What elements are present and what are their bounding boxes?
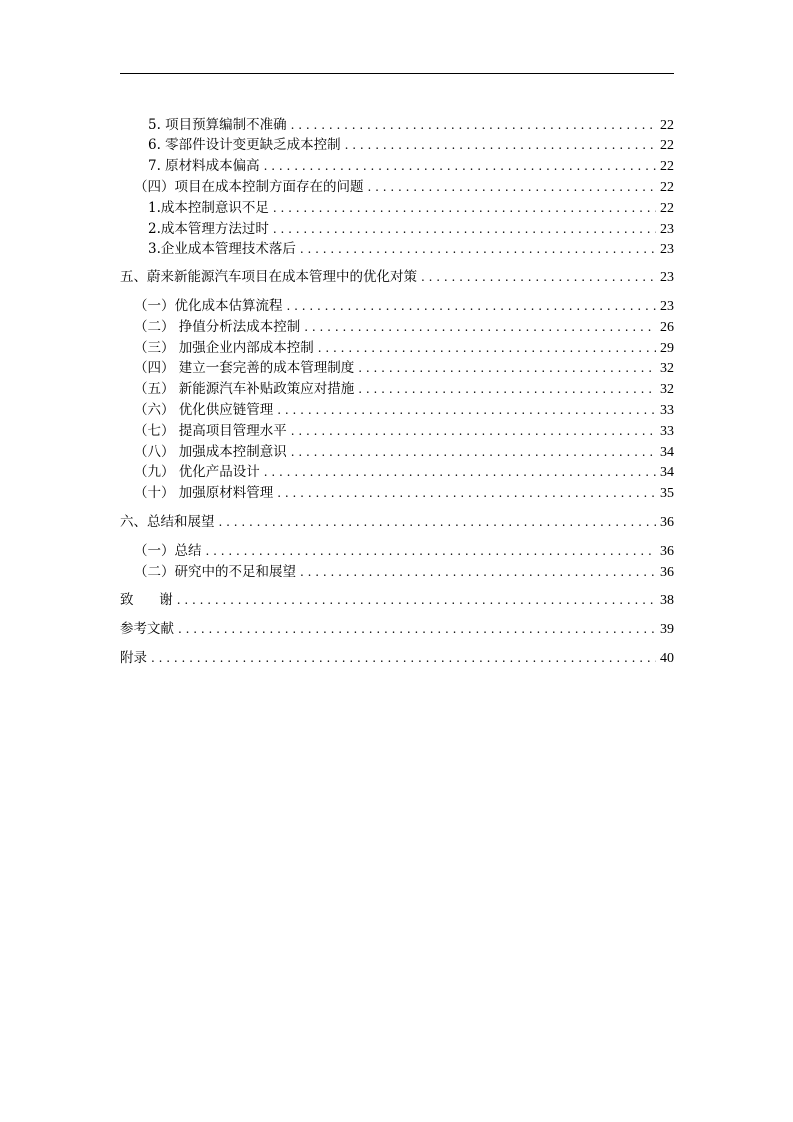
toc-entry-label: 参考文献 (120, 621, 174, 637)
toc-page-number: 39 (660, 622, 674, 637)
toc-entry-label: （四）项目在成本控制方面存在的问题 (134, 179, 364, 195)
toc-entry-label: （一）总结 (134, 543, 202, 559)
toc-entry[interactable] (148, 115, 674, 135)
toc-entry-label: （十） 加强原材料管理 (134, 485, 274, 501)
toc-dot-leader (177, 590, 656, 610)
toc-entry[interactable] (134, 338, 674, 358)
toc-entry-label: （六） 优化供应链管理 (134, 402, 274, 418)
toc-page-number: 22 (660, 118, 674, 133)
toc-page-number: 38 (660, 593, 674, 608)
toc-entry-label: （九） 优化产品设计 (134, 464, 260, 480)
toc-dot-leader (358, 358, 656, 378)
toc-page-number: 35 (660, 486, 674, 501)
toc-entry[interactable] (120, 619, 674, 639)
toc-entry-label: 3.企业成本管理技术落后 (148, 241, 296, 257)
toc-dot-leader (151, 648, 656, 668)
toc-dot-leader (291, 421, 656, 441)
toc-dot-leader (300, 562, 656, 582)
toc-page-number: 22 (660, 159, 674, 174)
toc-entry[interactable] (134, 358, 674, 378)
toc-dot-leader (273, 219, 656, 239)
toc-entry[interactable] (120, 512, 674, 532)
toc-dot-leader (219, 512, 657, 532)
toc-entry-label: （三） 加强企业内部成本控制 (134, 340, 314, 356)
toc-entry[interactable] (134, 483, 674, 503)
toc-dot-leader (345, 135, 656, 155)
toc-dot-leader (273, 198, 656, 218)
toc-page-number: 23 (660, 270, 674, 285)
toc-page-number: 23 (660, 299, 674, 314)
toc-page-number: 33 (660, 424, 674, 439)
toc-page-number: 36 (660, 565, 674, 580)
toc-page-number: 23 (660, 242, 674, 257)
toc-page-number: 34 (660, 465, 674, 480)
toc-dot-leader (318, 338, 656, 358)
toc-entry[interactable] (134, 462, 674, 482)
toc-entry-label: （七） 提高项目管理水平 (134, 423, 287, 439)
toc-entry[interactable] (148, 219, 674, 239)
toc-entry-label: 附录 (120, 650, 147, 666)
toc-dot-leader (264, 156, 656, 176)
toc-dot-leader (304, 317, 656, 337)
toc-dot-leader (421, 267, 656, 287)
toc-entry[interactable] (120, 267, 674, 287)
toc-entry[interactable] (134, 442, 674, 462)
toc-entry-label: 2.成本管理方法过时 (148, 221, 269, 237)
toc-page-number: 23 (660, 222, 674, 237)
toc-dot-leader (206, 541, 657, 561)
toc-page-number: 36 (660, 515, 674, 530)
toc-page-number: 40 (660, 651, 674, 666)
toc-entry[interactable] (148, 198, 674, 218)
toc-entry-label: （二） 挣值分析法成本控制 (134, 319, 301, 335)
toc-page-number: 29 (660, 341, 674, 356)
toc-entry-label: （八） 加强成本控制意识 (134, 444, 287, 460)
toc-dot-leader (291, 442, 656, 462)
toc-entry-label: （一）优化成本估算流程 (134, 298, 283, 314)
toc-entry[interactable] (148, 156, 674, 176)
toc-dot-leader (358, 379, 656, 399)
toc-page-number: 32 (660, 361, 674, 376)
toc-dot-leader (300, 239, 656, 259)
toc-dot-leader (291, 115, 656, 135)
toc-entry-label: 5. 项目预算编制不准确 (148, 117, 287, 133)
toc-page-number: 34 (660, 445, 674, 460)
toc-dot-leader (178, 619, 656, 639)
toc-entry-label: （四） 建立一套完善的成本管理制度 (134, 360, 355, 376)
toc-page-number: 22 (660, 180, 674, 195)
toc-dot-leader (264, 462, 656, 482)
toc-entry-label: 6. 零部件设计变更缺乏成本控制 (148, 137, 341, 153)
toc-entry-label: 7. 原材料成本偏高 (148, 158, 260, 174)
toc-entry[interactable] (120, 590, 674, 610)
toc-entry[interactable] (134, 317, 674, 337)
toc-dot-leader (287, 296, 657, 316)
toc-page-number: 22 (660, 201, 674, 216)
toc-entry[interactable] (134, 562, 674, 582)
toc-dot-leader (277, 483, 656, 503)
toc-entry-label: 1.成本控制意识不足 (148, 200, 269, 216)
toc-entry[interactable] (134, 421, 674, 441)
toc-dot-leader (277, 400, 656, 420)
toc-entry[interactable] (134, 379, 674, 399)
toc-page-number: 33 (660, 403, 674, 418)
toc-entry[interactable] (134, 177, 674, 197)
toc-entry-label: 五、蔚来新能源汽车项目在成本管理中的优化对策 (120, 269, 417, 285)
toc-entry[interactable] (148, 239, 674, 259)
toc-dot-leader (368, 177, 657, 197)
toc-entry-label: 六、总结和展望 (120, 514, 215, 530)
toc-page-number: 22 (660, 138, 674, 153)
toc-entry-label: 致 谢 (120, 592, 173, 608)
toc-entry[interactable] (134, 296, 674, 316)
toc-page-number: 36 (660, 544, 674, 559)
toc-entry[interactable] (134, 400, 674, 420)
toc-entry-label: （五） 新能源汽车补贴政策应对措施 (134, 381, 355, 397)
toc-entry[interactable] (148, 135, 674, 155)
toc-entry[interactable] (120, 648, 674, 668)
toc-entry-label: （二）研究中的不足和展望 (134, 564, 296, 580)
toc-entry[interactable] (134, 541, 674, 561)
toc-page-number: 32 (660, 382, 674, 397)
toc-page-number: 26 (660, 320, 674, 335)
